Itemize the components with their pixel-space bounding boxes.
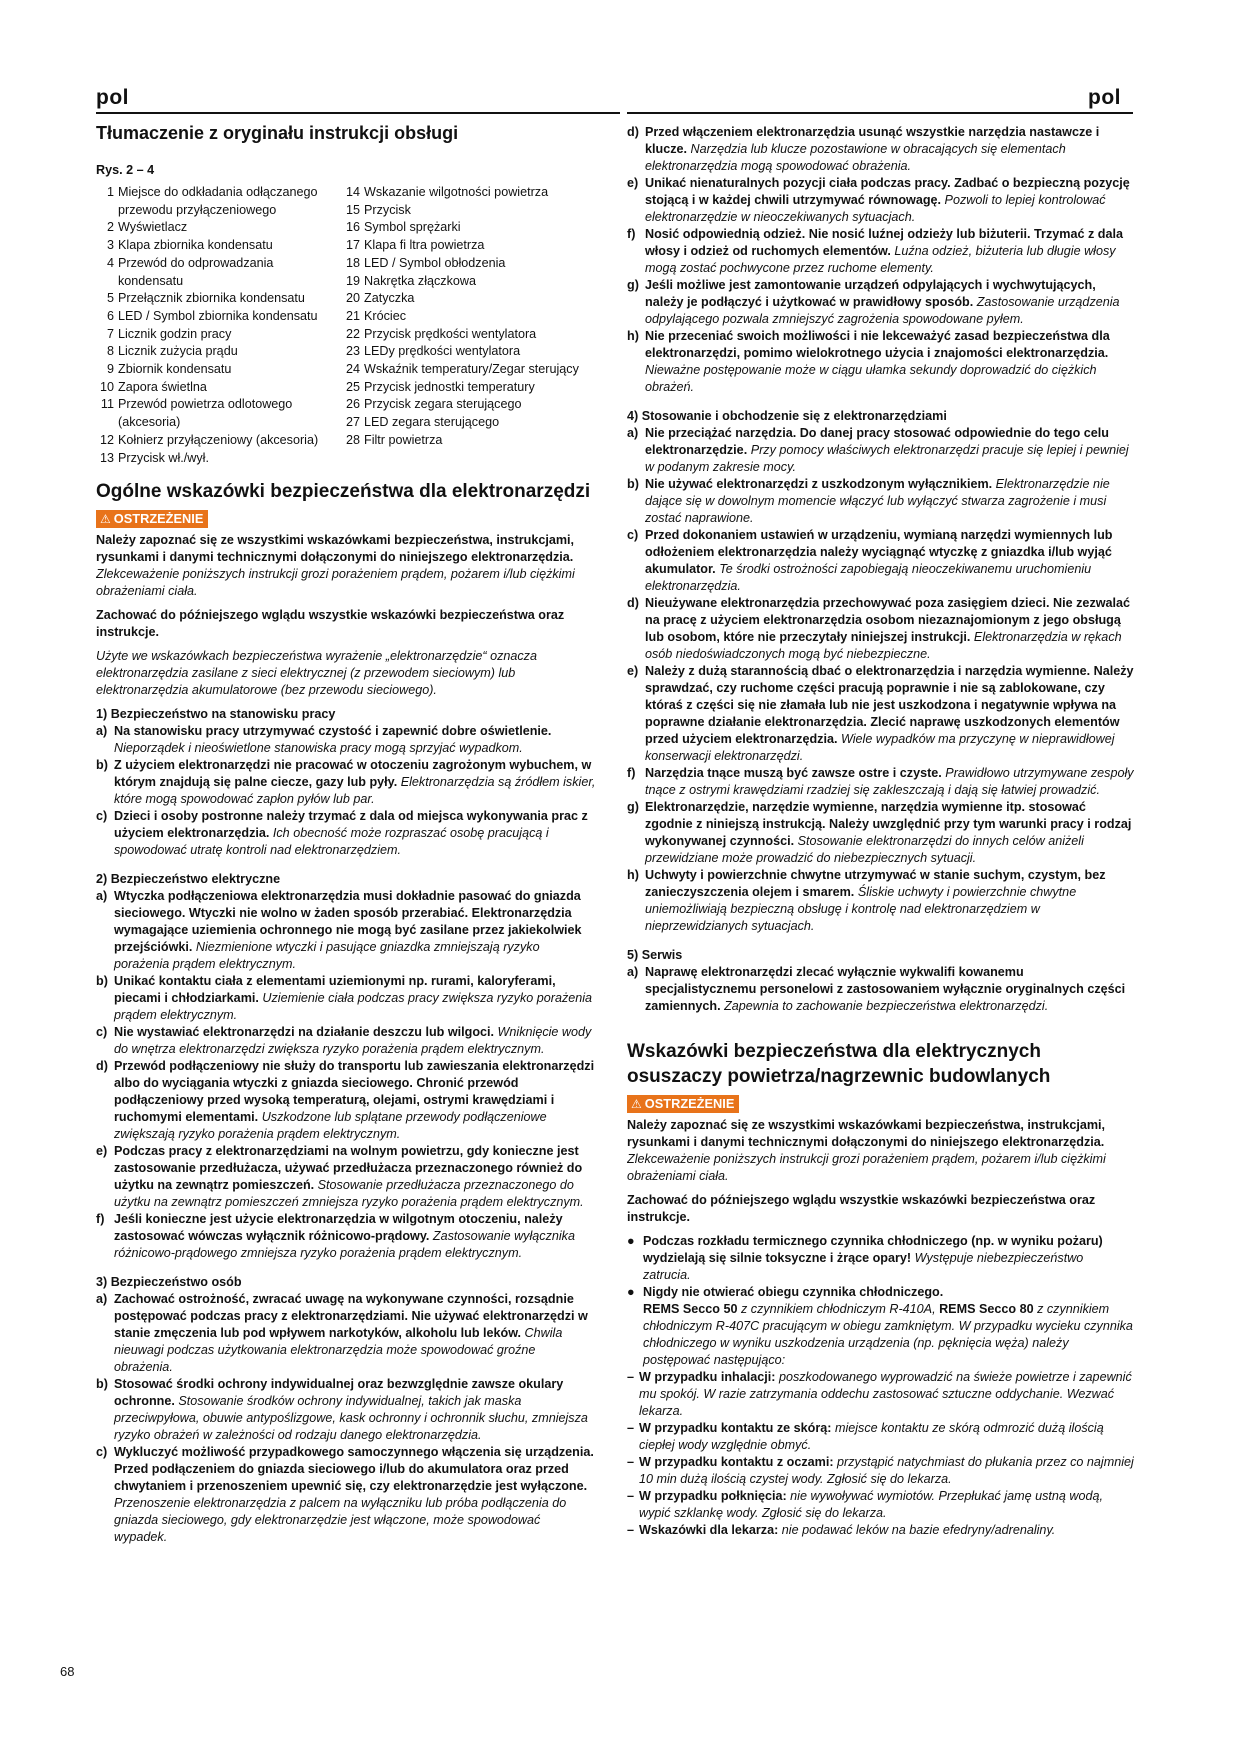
list-item: g) Elektronarzędzie, narzędzie wymienne, narzędzia wymienne itp. stosować zgodnie z niniejszą instrukcją. Należy uwzględnić przy tym warunki pracy i rodzaj wykonywanej czynności. Stosowanie elektronarzędzi do innych celów aniżeli przewidziane może prowadzić do niebezpiecznych sytuacji.	[627, 800, 1132, 865]
legend-text: Kołnierz przyłączeniowy (akcesoria)	[118, 432, 319, 447]
section-heading: 4) Stosowanie i obchodzenie się z elektronarzędziami	[627, 409, 947, 423]
legend-number: 25	[345, 379, 360, 394]
list-item: h) Nie przeceniać swoich możliwości i nie lekceważyć zasad bezpieczeństwa dla elektronarzędzi, pomimo wielokrotnego użycia i znajomości elektronarzędzia. Nieważne postępowanie może w ciągu ułamka sekundy doprowadzić do ciężkich obrażeń.	[627, 329, 1110, 394]
legend-column-right	[342, 184, 592, 467]
legend-text: Nakrętka złączkowa	[364, 273, 476, 288]
legend-text: Przełącznik zbiornika kondensatu	[118, 291, 305, 306]
general-safety-title: Ogólne wskazówki bezpieczeństwa dla elektronarzędzi	[96, 481, 591, 503]
warning-consequence: Zlekceważenie poniższych instrukcji grozi porażeniem prądem, pożarem i/lub ciężkimi obrażeniami ciała.	[627, 1152, 1106, 1183]
left-column	[96, 122, 596, 1546]
legend-text: LEDy prędkości wentylatora	[364, 344, 521, 359]
list-item: e) Podczas pracy z elektronarzędziami na wolnym powietrzu, gdy konieczne jest zastosowanie przedłużacza, używać przedłużacza przeznaczonego również do użytku na zewnątrz pomieszczeń. Stosowanie przedłużacza przeznaczonego do użytku na zewnątrz pomieszczeń zmniejsza ryzyko porażenia prądem elektrycznym.	[96, 1144, 584, 1210]
list-item: b) Z użyciem elektronarzędzi nie pracować w otoczeniu zagrożonym wybuchem, w którym znajdują się palne ciecze, gazy lub pyły. Elektronarzędzia są źródłem iskier, które mogą spowodować zapłon pyłów lub par.	[96, 758, 596, 807]
bullet-item: ● Nigdy nie otwierać obiegu czynnika chłodniczego. REMS Secco 50 z czynnikiem chłodniczym R-410A, REMS Secco 80 z czynnikiem chłodniczym R-407C pracującym w obiegu zamkniętym. W przypadku wycieku czynnika chłodniczego w wyniku uszkodzenia urządzenia (np. pęknięcia węża) należy postępować następująco:	[627, 1285, 1133, 1367]
legend-number: 14	[345, 185, 360, 199]
legend-item	[342, 361, 592, 379]
legend-text: Wskazanie wilgotności powietrza	[364, 185, 549, 199]
legend-item	[342, 414, 592, 432]
list-item: b) Nie używać elektronarzędzi z uszkodzonym wyłącznikiem. Elektronarzędzie nie dające się w dowolnym momencie włączyć lub wyłączyć stwarza zagrożenie i musi zostać naprawione.	[627, 477, 1110, 525]
list-item: c) Wykluczyć możliwość przypadkowego samoczynnego włączenia się urządzenia. Przed podłączeniem do gniazda sieciowego i/lub do akumulatora oraz przed chwytaniem i przenoszeniem upewnić się, czy elektronarzędzie jest wyłączone. Przenoszenie elektronarzędzia z palcem na wyłączniku lub próba podłączenia do gniazda sieciowego, gdy elektronarzędzie jest włączone, może spowodować wypadek.	[96, 1445, 594, 1545]
list-item: f) Narzędzia tnące muszą być zawsze ostre i czyste. Prawidłowo utrzymywane zespoły tnące z ostrymi krawędziami rzadziej się zakleszczają i dają się łatwiej prowadzić.	[627, 766, 1134, 797]
list-item: c) Dzieci i osoby postronne należy trzymać z dala od miejsca wykonywania prac z użyciem elektronarzędzia. Ich obecność może rozpraszać osobę pracującą i spowodować utratę kontroli nad elektronarzędziem.	[96, 809, 588, 858]
keep-instructions: Zachować do późniejszego wglądu wszystkie wskazówki bezpieczeństwa oraz instrukcje.	[96, 608, 565, 640]
legend-item	[342, 343, 592, 361]
dash-item: – W przypadku kontaktu ze skórą: miejsce kontaktu ze skórą odmrozić dużą ilością ciepłej wody względnie obmyć.	[627, 1421, 1104, 1452]
legend-number: 28	[345, 432, 360, 447]
warning-text: Należy zapoznać się ze wszystkimi wskazówkami bezpieczeństwa, instrukcjami, rysunkami i danymi technicznymi dołączonymi do niniejszego elektronarzędzia.	[96, 533, 575, 565]
legend-item	[96, 396, 342, 431]
list-item: d) Przewód podłączeniowy nie służy do transportu lub zawieszania elektronarzędzi albo do wyciągania wtyczki z gniazda sieciowego. Chronić przewód podłączeniowy przed wysoką temperaturą, olejami, ostrymi krawędziami i ruchomymi elementami. Uszkodzone lub splątane przewody podłączeniowe zwiększają ryzyko porażenia prądem elektrycznym.	[96, 1059, 595, 1142]
legend-number: 23	[345, 344, 360, 359]
legend-item	[96, 237, 342, 255]
legend-number: 17	[345, 238, 360, 253]
right-column	[627, 124, 1134, 1539]
legend-number: 20	[345, 291, 360, 306]
list-item: g) Jeśli możliwe jest zamontowanie urządzeń odpylających i wychwytujących, należy je podłączyć i użytkować w prawidłowy sposób. Zastosowanie urządzenia odpylającego pozwala zmniejszyć zagrożenia spowodowane pyłem.	[627, 278, 1120, 326]
legend-text: Przycisk jednostki temperatury	[364, 379, 535, 394]
bullet-item: ● Podczas rozkładu termicznego czynnika chłodniczego (np. w wyniku pożaru) wydzielają się silnie toksyczne i żrące opary! Występuje niebezpieczeństwo zatrucia.	[627, 1234, 1103, 1282]
legend-number: 12	[99, 432, 114, 447]
legend-text: LED / Symbol obłodzenia	[364, 255, 506, 270]
legend-number: 11	[100, 397, 114, 412]
legend-item	[96, 432, 342, 450]
legend-number: 19	[345, 273, 360, 288]
list-item: a) Wtyczka podłączeniowa elektronarzędzia musi dokładnie pasować do gniazda sieciowego. Wtyczki nie wolno w żaden sposób przerabiać. Elektronarzędzia wymagające uziemienia ochronnego nie mogą być zasilane przez jakiekolwiek przejściówki. Niezmienione wtyczki i pasujące gniazdka zmniejszają ryzyko porażenia prądem elektrycznym.	[96, 889, 582, 972]
warning-triangle-icon: ⚠	[100, 512, 111, 527]
list-item: d) Nieużywane elektronarzędzia przechowywać poza zasięgiem dzieci. Nie zezwalać na pracę z użyciem elektronarzędzia osobom niezaznajomionym z jego obsługą lub osobom, które nie przeczytały niniejszej instrukcji. Elektronarzędzia w rękach osób niedoświadczonych mogą być niebezpieczne.	[627, 596, 1131, 661]
figure-legend	[96, 184, 596, 467]
legend-text: Symbol sprężarki	[364, 220, 461, 235]
legend-number: 18	[345, 255, 360, 270]
legend-text: Przycisk zegara sterującego	[364, 397, 522, 412]
list-item: f) Jeśli konieczne jest użycie elektronarzędzia w wilgotnym otoczeniu, należy zastosować wówczas wyłącznik różnicowo-prądowy. Zastosowanie wyłącznika różnicowo-prądowego zmniejsza ryzyko porażenia prądem elektrycznym.	[96, 1212, 575, 1261]
legend-item	[96, 361, 342, 379]
legend-item	[96, 184, 342, 219]
list-item: f) Nosić odpowiednią odzież. Nie nosić luźnej odzieży lub biżuterii. Trzymać z dala włosy i odzież od ruchomych elementów. Luźna odzież, biżuteria lub długie włosy mogą zostać pochwycone przez ruchome elementy.	[627, 227, 1123, 275]
legend-text: Licznik godzin pracy	[118, 326, 232, 341]
legend-text: Przewód do odprowadzania kondensatu	[118, 255, 274, 288]
legend-item	[342, 290, 592, 308]
legend-item	[96, 290, 342, 308]
list-item: c) Nie wystawiać elektronarzędzi na działanie deszczu lub wilgoci. Wniknięcie wody do wnętrza elektronarzędzi zwiększa ryzyko porażenia prądem elektrycznym.	[96, 1025, 592, 1057]
dash-item: – W przypadku inhalacji: poszkodowanego wyprowadzić na świeże powietrze i zapewnić mu spokój. W razie zatrzymania oddechu zastosować sztuczne oddychanie. Wezwać lekarza.	[627, 1370, 1132, 1418]
list-item: h) Uchwyty i powierzchnie chwytne utrzymywać w stanie suchym, czystym, bez zanieczyszczenia olejem i smarem. Śliskie uchwyty i powierzchnie chwytne uniemożliwiają bezpieczną obsługę i kontrolę nad elektronarzędziem w nieprzewidzianych sytuacjach.	[627, 868, 1106, 933]
legend-item	[96, 343, 342, 361]
legend-text: Zapora świetlna	[118, 379, 207, 394]
legend-item	[342, 219, 592, 237]
legend-item	[342, 432, 592, 450]
legend-text: Klapa fi ltra powietrza	[364, 238, 485, 253]
language-code-right: pol	[1088, 86, 1121, 109]
legend-text: Wyświetlacz	[118, 220, 188, 235]
legend-number: 8	[106, 344, 114, 359]
legend-number: 26	[345, 397, 360, 412]
legend-number: 22	[345, 326, 360, 341]
legend-number: 1	[106, 185, 114, 199]
legend-number: 2	[106, 220, 114, 235]
list-item: c) Przed dokonaniem ustawień w urządzeniu, wymianą narzędzi wymiennych lub odłożeniem elektronarzędzia należy wyciągnąć wtyczkę z gniazdka i/lub wyjąć akumulator. Te środki ostrożności zapobiegają nieoczekiwanemu uruchomieniu elektronarzędzia.	[627, 528, 1113, 593]
legend-text: Zatyczka	[364, 291, 415, 306]
list-item: d) Przed włączeniem elektronarzędzia usunąć wszystkie narzędzia nastawcze i klucze. Narzędzia lub klucze pozostawione w obracających się elementach elektronarzędzia mogą spowodować obrażenia.	[627, 125, 1100, 173]
legend-number: 10	[99, 379, 114, 394]
legend-text: Miejsce do odkładania odłączanego przewodu przyłączeniowego	[118, 185, 318, 217]
legend-item	[342, 379, 592, 397]
legend-number: 9	[106, 362, 114, 377]
legend-number: 27	[345, 415, 360, 430]
dash-item: – W przypadku połknięcia: nie wywoływać wymiotów. Przepłukać jamę ustną wodą, wypić szklankę wody. Zgłosić się do lekarza.	[627, 1489, 1104, 1520]
legend-item	[342, 237, 592, 255]
list-item: a) Nie przeciążać narzędzia. Do danej pracy stosować odpowiednie do tego celu elektronarzędzie. Przy pomocy właściwych elektronarzędzi pracuje się lepiej i pewniej w podanym zakresie mocy.	[627, 426, 1129, 474]
warning-badge: ⚠ OSTRZEŻENIE	[96, 510, 208, 528]
legend-text: LED zegara sterującego	[364, 415, 500, 430]
legend-number: 15	[345, 202, 360, 217]
legend-text: Przewód powietrza odlotowego (akcesoria)	[118, 397, 293, 430]
legend-item	[96, 379, 342, 397]
list-item: a) Na stanowisku pracy utrzymywać czystość i zapewnić dobre oświetlenie. Nieporządek i nieoświetlone stanowiska pracy mogą sprzyjać wypadkom.	[96, 724, 552, 756]
list-item: b) Unikać kontaktu ciała z elementami uziemionymi np. rurami, kaloryferami, piecami i chłodziarkami. Uziemienie ciała podczas pracy zwiększa ryzyko porażenia prądem elektrycznym.	[96, 974, 593, 1023]
legend-item	[96, 450, 342, 468]
legend-number: 4	[106, 255, 114, 270]
figure-label: Rys. 2 – 4	[96, 163, 155, 177]
legend-number: 24	[345, 362, 360, 377]
legend-item	[342, 326, 592, 344]
legend-text: Przycisk prędkości wentylatora	[364, 326, 537, 341]
legend-item	[96, 308, 342, 326]
legend-item	[96, 326, 342, 344]
header-rule-right	[627, 112, 1133, 114]
legend-text: Licznik zużycia prądu	[118, 344, 238, 359]
language-code-left: pol	[96, 86, 129, 109]
legend-number: 7	[106, 326, 114, 341]
legend-text: Króciec	[364, 308, 406, 323]
legend-item	[342, 308, 592, 326]
warning-text: Należy zapoznać się ze wszystkimi wskazówkami bezpieczeństwa, instrukcjami, rysunkami i danymi technicznymi dołączonymi do niniejszego elektronarzędzia.	[627, 1118, 1106, 1149]
keep-instructions: Zachować do późniejszego wglądu wszystkie wskazówki bezpieczeństwa oraz instrukcje.	[627, 1193, 1096, 1224]
list-item: b) Stosować środki ochrony indywidualnej oraz bezwzględnie zawsze okulary ochronne. Stosowanie środków ochrony indywidualnej, takich jak maska przeciwpyłowa, obuwie antypoślizgowe, kask ochronny i ochronnik słuchu, zmniejsza ryzyko obrażeń w zależności od rodzaju danego elektronarzędzia.	[96, 1377, 588, 1443]
warning-consequence: Zlekceważenie poniższych instrukcji grozi porażeniem prądem, pożarem i/lub ciężkimi obrażeniami ciała.	[96, 567, 575, 599]
dash-item: – W przypadku kontaktu z oczami: przystąpić natychmiast do płukania przez co najmniej 10 min dużą ilością czystej wody. Zgłosić się do lekarza.	[627, 1455, 1134, 1486]
header-rule-left	[96, 112, 620, 114]
legend-item	[342, 255, 592, 273]
legend-item	[342, 184, 592, 202]
section-heading: 3) Bezpieczeństwo osób	[96, 1275, 242, 1290]
dash-item: – Wskazówki dla lekarza: nie podawać leków na bazie efedryny/adrenaliny.	[627, 1523, 1056, 1537]
list-item: e) Unikać nienaturalnych pozycji ciała podczas pracy. Zadbać o bezpieczną pozycję stojącą i w każdej chwili utrzymywać równowagę. Pozwoli to lepiej kontrolować elektronarzędzie w nieoczekiwanych sytuacjach.	[627, 176, 1130, 224]
translation-title: Tłumaczenie z oryginału instrukcji obsługi	[96, 123, 459, 143]
legend-number: 3	[106, 238, 114, 253]
legend-item	[342, 396, 592, 414]
term-definition: Użyte we wskazówkach bezpieczeństwa wyrażenie „elektronarzędzie“ oznacza elektronarzędzia zasilane z sieci elektrycznej (z przewodem sieciowym) lub elektronarzędzia akumulatorowe (bez przewodu sieciowego).	[96, 649, 537, 698]
legend-number: 13	[99, 450, 114, 465]
section-heading: 2) Bezpieczeństwo elektryczne	[96, 872, 281, 887]
legend-text: LED / Symbol zbiornika kondensatu	[118, 308, 318, 323]
legend-text: Wskaźnik temperatury/Zegar sterujący	[364, 362, 579, 377]
legend-number: 6	[106, 308, 114, 323]
page-number: 68	[60, 1664, 75, 1679]
dryer-safety-title: Wskazówki bezpieczeństwa dla elektrycznych osuszaczy powietrza/nagrzewnic budowlanych	[627, 1041, 1051, 1087]
legend-number: 16	[345, 220, 360, 235]
warning-triangle-icon: ⚠	[631, 1097, 642, 1111]
legend-text: Filtr powietrza	[364, 432, 443, 447]
legend-item	[96, 219, 342, 237]
legend-text: Przycisk wł./wył.	[118, 450, 209, 465]
section-heading: 5) Serwis	[627, 948, 683, 962]
legend-item	[96, 255, 342, 290]
section-heading: 1) Bezpieczeństwo na stanowisku pracy	[96, 707, 336, 722]
list-item: a) Naprawę elektronarzędzi zlecać wyłącznie wykwalifi kowanemu specjalistycznemu personelowi z zastosowaniem wyłącznie oryginalnych części zamiennych. Zapewnia to zachowanie bezpieczeństwa elektronarzędzi.	[627, 965, 1126, 1013]
legend-column-left	[96, 184, 342, 467]
legend-text: Przycisk	[364, 202, 411, 217]
legend-number: 5	[106, 291, 114, 306]
warning-badge: ⚠ OSTRZEŻENIE	[627, 1095, 739, 1113]
legend-text: Zbiornik kondensatu	[118, 362, 232, 377]
legend-number: 21	[345, 308, 360, 323]
list-item: a) Zachować ostrożność, zwracać uwagę na wykonywane czynności, rozsądnie postępować podczas pracy z elektronarzędziami. Nie używać elektronarzędzi w stanie zmęczenia lub pod wpływem narkotyków, alkoholu lub leków. Chwila nieuwagi podczas użytkowania elektronarzędzia może spowodować groźne obrażenia.	[96, 1292, 588, 1375]
legend-item	[342, 202, 592, 220]
legend-item	[342, 273, 592, 291]
list-item: e) Należy z dużą starannością dbać o elektronarzędzia i narzędzia wymienne. Należy sprawdzać, czy ruchome części pracują poprawnie i nie są zablokowane, czy któraś z części się nie złamała lub nie jest uszkodzona i negatywnie wpływa na poprawne działanie elektronarzędzia. Zlecić naprawę uszkodzonych elementów przed użyciem elektronarzędzia. Wiele wypadków ma przyczynę w nieprawidłowej konserwacji elektronarzędzi.	[627, 664, 1134, 763]
legend-text: Klapa zbiornika kondensatu	[118, 238, 273, 253]
